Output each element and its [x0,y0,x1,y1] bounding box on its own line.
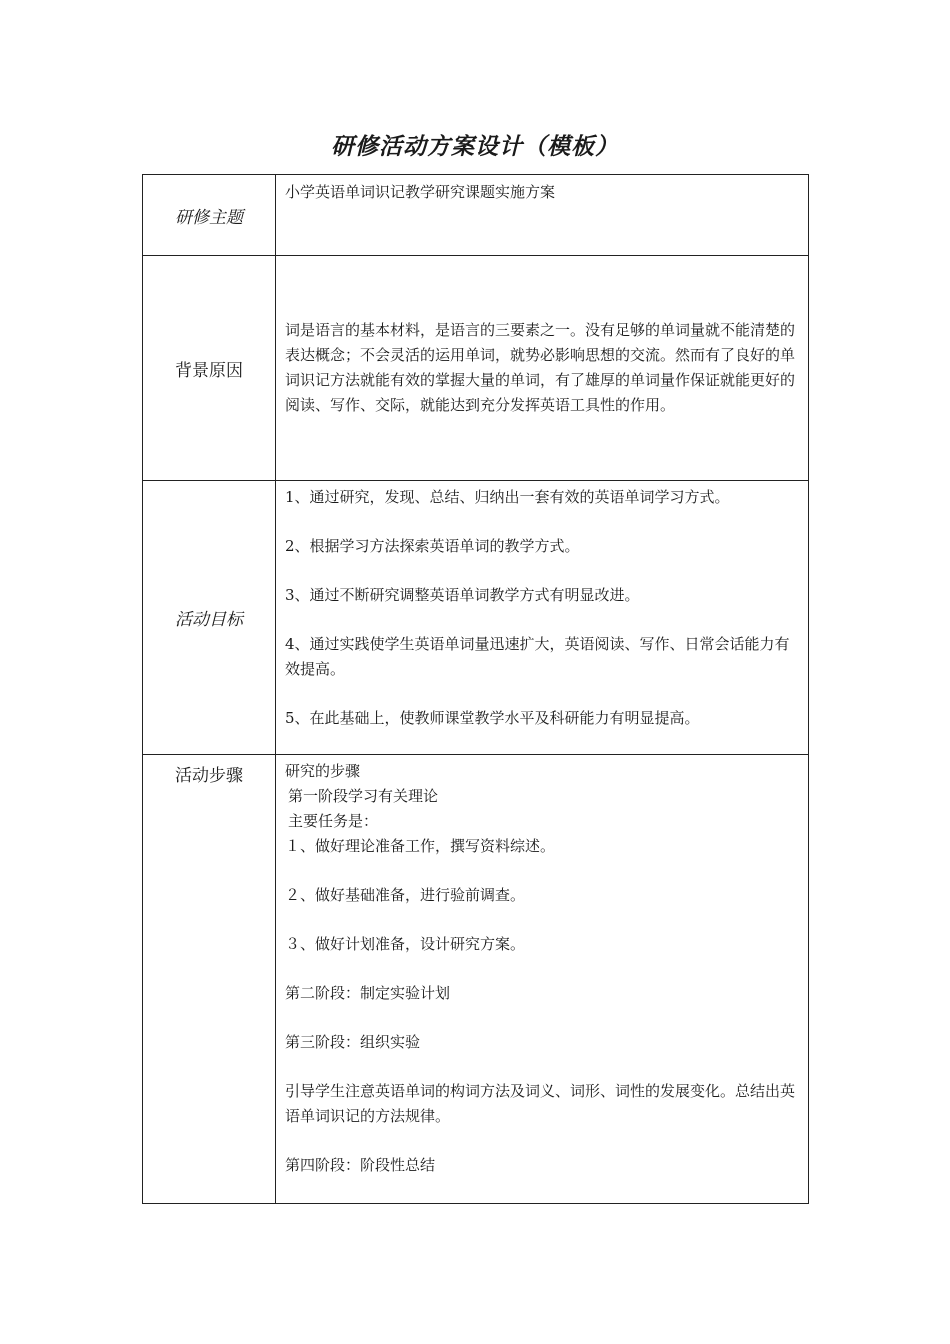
table-row-goals [143,481,809,755]
tasks-label: 主要任务是： [288,812,379,830]
steps-heading: 研究的步骤 [285,762,361,780]
row-content-goals [276,481,809,755]
goal-item: 2、根据学习方法探索英语单词的教学方式。 [285,537,580,555]
goal-item: 4、通过实践使学生英语单词量迅速扩大，英语阅读、写作、日常会话能力有效提高。 [285,635,790,678]
row-content-background [276,256,809,481]
stage-heading: 第一阶段学习有关理论 [288,787,439,805]
row-label-topic: 研修主题 [143,175,276,256]
row-label-background: 背景原因 [143,256,276,481]
row-label-goals: 活动目标 [143,481,276,755]
table-row-topic [143,175,809,256]
table-row-steps [143,755,809,1204]
document-title: 研修活动方案设计（模板） [331,133,619,160]
task-item: ２、做好基础准备，进行验前调查。 [285,886,526,904]
plan-table [142,174,809,1204]
stage-description: 引导学生注意英语单词的构词方法及词义、词形、词性的发展变化。总结出英语单词识记的方法规律。 [285,1082,796,1125]
goal-item: 3、通过不断研究调整英语单词教学方式有明显改进。 [285,586,640,604]
goal-item: 1、通过研究，发现、总结、归纳出一套有效的英语单词学习方式。 [285,488,730,506]
row-content-topic [276,175,809,256]
row-content-steps [276,755,809,1204]
task-item: ３、做好计划准备，设计研究方案。 [285,935,526,953]
row-label-steps: 活动步骤 [143,755,276,1204]
background-text: 词是语言的基本材料，是语言的三要素之一。没有足够的单词量就不能清楚的表达概念；不会灵活的运用单词，就势必影响思想的交流。然而有了良好的单词识记方法就能有效的掌握大量的单词，有了雄厚的单词量作保证就能更好的阅读、写作、交际，就能达到充分发挥英语工具性的作用。 [285,321,796,414]
stage-heading: 第四阶段：阶段性总结 [285,1156,436,1174]
goal-item: 5、在此基础上，使教师课堂教学水平及科研能力有明显提高。 [285,709,700,727]
stage-heading: 第二阶段：制定实验计划 [285,984,451,1002]
task-item: １、做好理论准备工作，撰写资料综述。 [285,837,556,855]
topic-text: 小学英语单词识记教学研究课题实施方案 [285,183,556,201]
stage-heading: 第三阶段：组织实验 [285,1033,421,1051]
table-row-background [143,256,809,481]
